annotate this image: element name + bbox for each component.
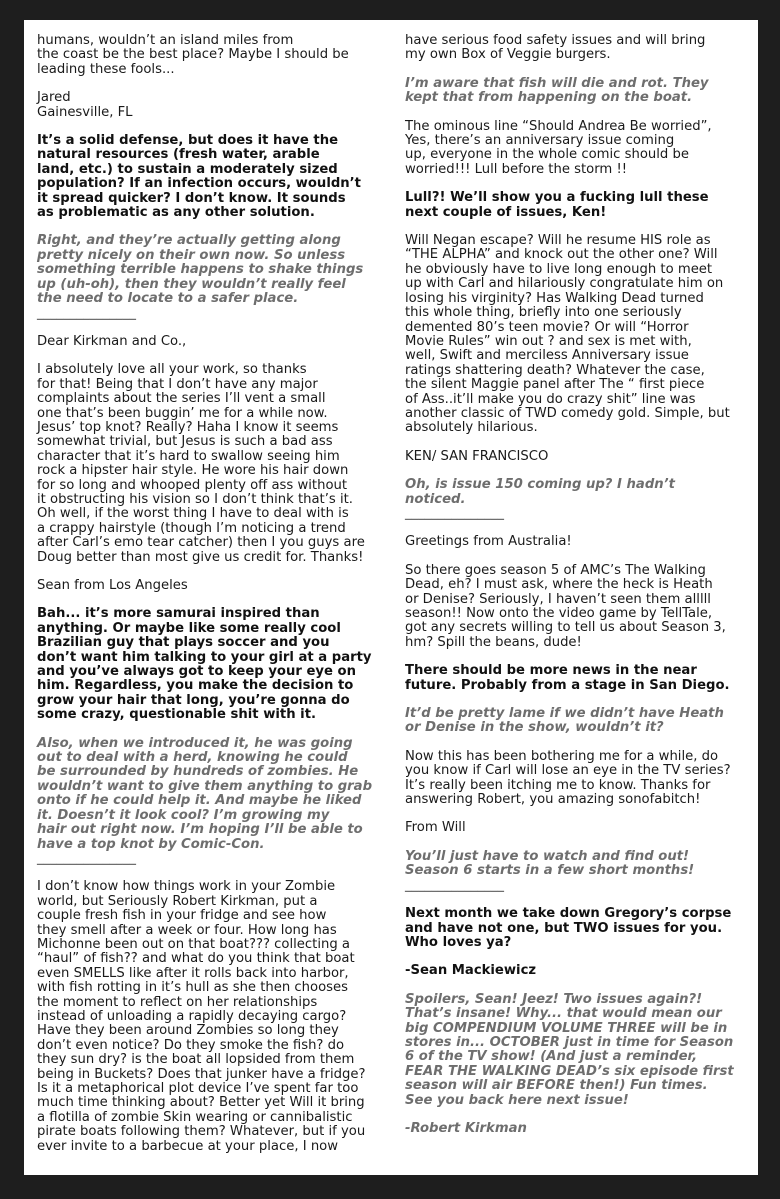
editor-reply: Lull?! We’ll show you a fucking lull these next couple of issues, Ken! [405, 190, 709, 220]
letter-signature: Jared Gainesville, FL [37, 90, 133, 120]
letter-signature: KEN/ SAN FRANCISCO [405, 448, 549, 464]
letter-text: humans, wouldn’t an island miles from the coast be the best place? Maybe I should be leading these fools... [37, 33, 349, 77]
editor-reply: It’d be pretty lame if we didn’t have Heath or Denise in the show, wouldn’t it? [405, 706, 724, 736]
editor-reply: There should be more news in the near future. Probably from a stage in San Diego. [405, 663, 730, 693]
letter-text: Will Negan escape? Will he resume HIS role as “THE ALPHA” and knock out the other one? Will he obviously have to live long enough to meet up with Carl and hilariously congratulate him on losing his virginity? Has Walking Dead turned this whole thing, briefly into one seriously demented 80’s teen movie? Or will “Horror Movie Rules” win out ? and sex is met with, well, Swift and merciless Anniversary issue ratings shattering death? Whatever the case, the silent Maggie panel after The “ first piece of Ass..it’ll make you do crazy shit” line was another classic of TWD comedy gold. Simple, but absolutely hilarious. [405, 233, 730, 436]
editor-reply: Right, and they’re actually getting along pretty nicely on their own now. So unless something terrible happens to shake things up (uh-oh), then they wouldn’t really feel the need to locate to a safer place. _______________ [37, 233, 364, 321]
letters-page [24, 20, 758, 1175]
right-column [405, 34, 750, 1150]
letter-text: The ominous line “Should Andrea Be worried”, Yes, there’s an anniversary issue coming up, everyone in the whole comic should be worried!!! Lull before the storm !! [405, 118, 712, 177]
letter-greeting: Dear Kirkman and Co., [37, 333, 187, 349]
letter-text: So there goes season 5 of AMC’s The Walking Dead, eh? I must ask, where the heck is Heath or Denise? Seriously, I haven’t seen them alllll season!! Now onto the video game by TellTale, got any secrets willing to tell us about Season 3, hm? Spill the beans, dude! [405, 562, 726, 650]
letter-text: I don’t know how things work in your Zombie world, but Seriously Robert Kirkman, put a couple fresh fish in your fridge and see how they smell after a week or four. How long has Michonne been out on that boat??? collecting a “haul” of fish?? and what do you think that boat even SMELLS like after it rolls back into harbor, with fish rotting in it’s hull as she then chooses the moment to reflect on her relationships instead of unloading a rapidly decaying cargo? Have they been around Zombies so long they don’t even notice? Do they smoke the fish? do they sun dry? is the boat all lopsided from them being in Buckets? Does that junker have a fridge? Is it a metaphorical plot device I’ve spent far too much time thinking about? Better yet Will it bring a flotilla of zombie Skin wearing or cannibalistic pirate boats following them? Whatever, but if you ever invite to a barbecue at your place, I now [37, 879, 366, 1154]
editor-signature: -Robert Kirkman [405, 1120, 527, 1136]
letter-signature: Sean from Los Angeles [37, 578, 188, 593]
editor-reply: Spoilers, Sean! Jeez! Two issues again?! That’s insane! Why... that would mean our big COMPENDIUM VOLUME THREE will be in stores in... OCTOBER just in time for Season 6 of the TV show! (And just a reminder, FEAR THE WALKING DEAD’s six episode first season will air BEFORE then!) Fun times. See you back here next issue! [405, 991, 734, 1108]
letter-text: have serious food safety issues and will bring my own Box of Veggie burgers. [405, 33, 706, 63]
editor-signature: -Sean Mackiewicz [405, 963, 537, 979]
letter-text: I absolutely love all your work, so thanks for that! Being that I don’t have any major complaints about the series I’ll vent a small one that’s been buggin’ me for a while now. Jesus’ top knot? Really? Haha I know it seems somewhat trivial, but Jesus is such a bad ass character that it’s hard to swallow seeing him rock a hipster hair style. He wore his hair down for so long and whooped plenty off ass without it obstructing his vision so I don’t think that’s it. Oh well, if the worst thing I have to deal with is a crappy hairstyle (though I’m noticing a trend after Carl’s emo tear catcher) then I you guys are Doug better than most give us credit for. Thanks! [37, 362, 365, 565]
letter-greeting: Greetings from Australia! [405, 534, 572, 550]
editor-reply: It’s a solid defense, but does it have the natural resources (fresh water, arable land, etc.) to sustain a moderately sized population? If an infection occurs, wouldn’t it spread quicker? I don’t know. It sounds as problematic as any other solution. [37, 133, 361, 221]
editor-reply: Bah... it’s more samurai inspired than anything. Or maybe like some really cool Brazilian guy that plays soccer and you don’t want him talking to your girl at a party and you’ve always got to keep your eye on him. Regardless, you make the decision to grow your hair that long, you’re gonna do some crazy, questionable shit with it. [37, 606, 372, 723]
editor-reply: Also, when we introduced it, he was going out to deal with a herd, knowing he could be surrounded by hundreds of zombies. He wouldn’t want to give them anything to grab onto if he could help it. And maybe he liked it. Doesn’t it look cool? I’m growing my hair out right now. I’m hoping I’ll be able to have a top knot by Comic-Con. _______________ [37, 735, 373, 866]
editor-reply: You’ll just have to watch and find out! Season 6 starts in a few short months! _______________ [405, 848, 695, 893]
editor-reply: Oh, is issue 150 coming up? I hadn’t noticed. _______________ [405, 477, 675, 521]
left-column [37, 34, 397, 1168]
editor-reply: I’m aware that fish will die and rot. They kept that from happening on the boat. [405, 75, 709, 106]
letter-text: Now this has been bothering me for a while, do you know if Carl will lose an eye in the TV series? It’s really been itching me to know. Thanks for answering Robert, you amazing sonofabitch! [405, 748, 731, 808]
letter-signature: From Will [405, 820, 466, 836]
editor-reply: Next month we take down Gregory’s corpse and have not one, but TWO issues for you. Who loves ya? [405, 906, 732, 950]
